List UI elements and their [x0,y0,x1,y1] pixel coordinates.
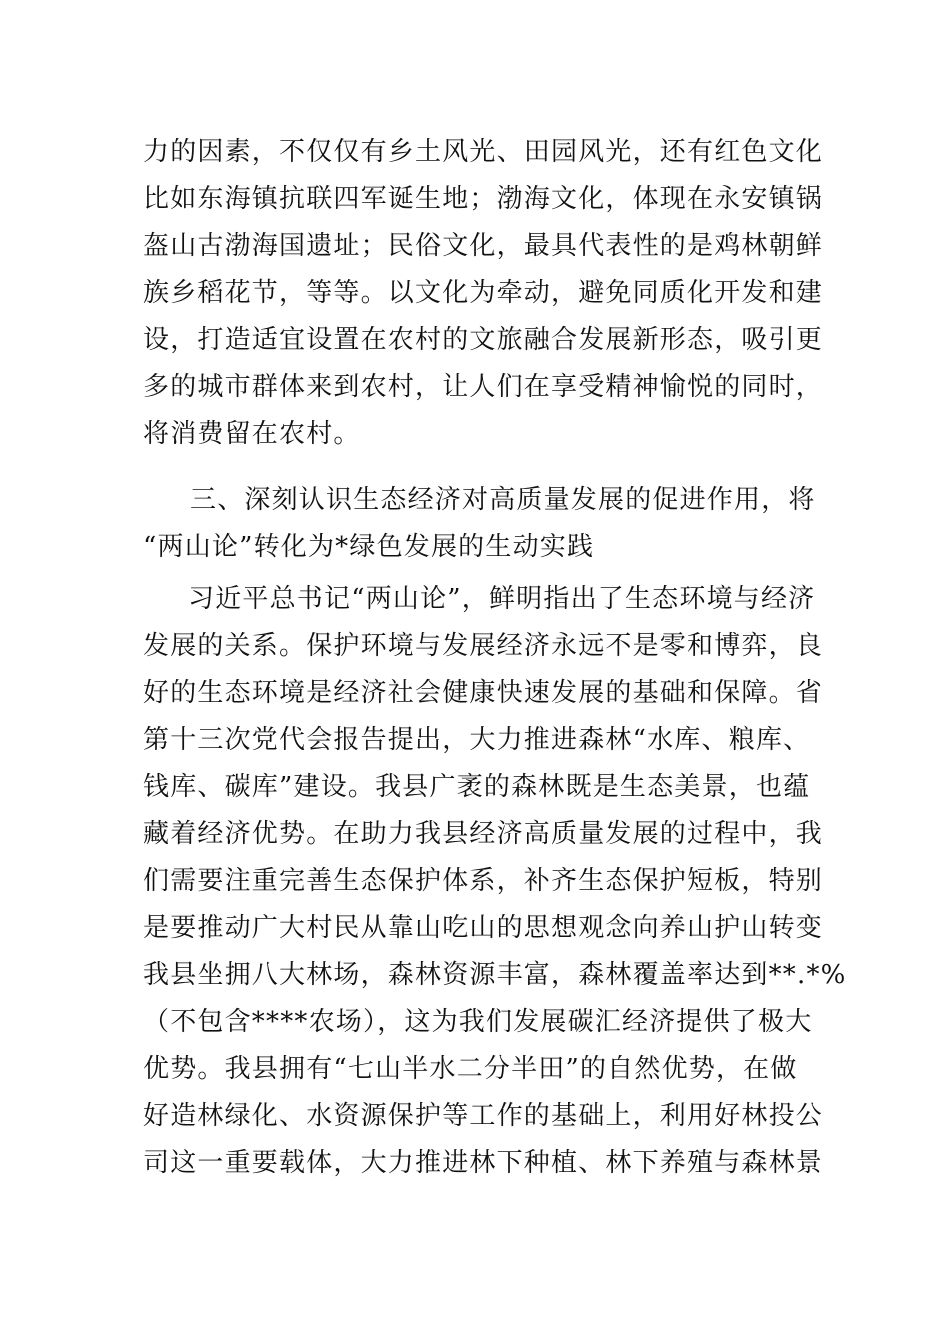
text-line: 们需要注重完善生态保护体系，补齐生态保护短板，特别 [143,866,824,896]
text-line: 钱库、碳库”建设。我县广袤的森林既是生态美景，也蕴 [143,772,811,802]
text-line: 比如东海镇抗联四军诞生地；渤海文化，体现在永安镇锅 [143,184,824,214]
text-line: 力的因素，不仅仅有乡土风光、田园风光，还有红色文化 [143,137,824,167]
text-line: 我县坐拥八大林场，森林资源丰富，森林覆盖率达到**.*% [143,960,847,990]
text-line: 设，打造适宜设置在农村的文旅融合发展新形态，吸引更 [143,325,824,355]
text-line: 司这一重要载体，大力推进林下种植、林下养殖与森林景 [143,1148,824,1178]
section-heading-line: “两山论”转化为*绿色发展的生动实践 [143,532,595,562]
text-line: 盔山古渤海国遗址；民俗文化，最具代表性的是鸡林朝鲜 [143,231,824,261]
text-line: 多的城市群体来到农村，让人们在享受精神愉悦的同时， [143,372,824,402]
text-line: 将消费留在农村。 [143,419,361,449]
text-line: 发展的关系。保护环境与发展经济永远不是零和博弈，良 [143,631,824,661]
text-line: 族乡稻花节，等等。以文化为牵动，避免同质化开发和建 [143,278,824,308]
text-line: 优势。我县拥有“七山半水二分半田”的自然优势，在做 [143,1054,798,1084]
text-line: 藏着经济优势。在助力我县经济高质量发展的过程中，我 [143,819,824,849]
text-line: 好的生态环境是经济社会健康快速发展的基础和保障。省 [143,678,824,708]
section-heading-line: 三、深刻认识生态经济对高质量发展的促进作用，将 [190,485,816,515]
text-line: 是要推动广大村民从靠山吃山的思想观念向养山护山转变 [143,913,824,943]
text-line: 好造林绿化、水资源保护等工作的基础上，利用好林投公 [143,1101,824,1131]
text-line: （不包含****农场），这为我们发展碳汇经济提供了极大 [143,1007,813,1037]
text-line: 第十三次党代会报告提出，大力推进森林“水库、粮库、 [143,725,811,755]
text-line: 习近平总书记“两山论”，鲜明指出了生态环境与经济 [188,584,816,614]
